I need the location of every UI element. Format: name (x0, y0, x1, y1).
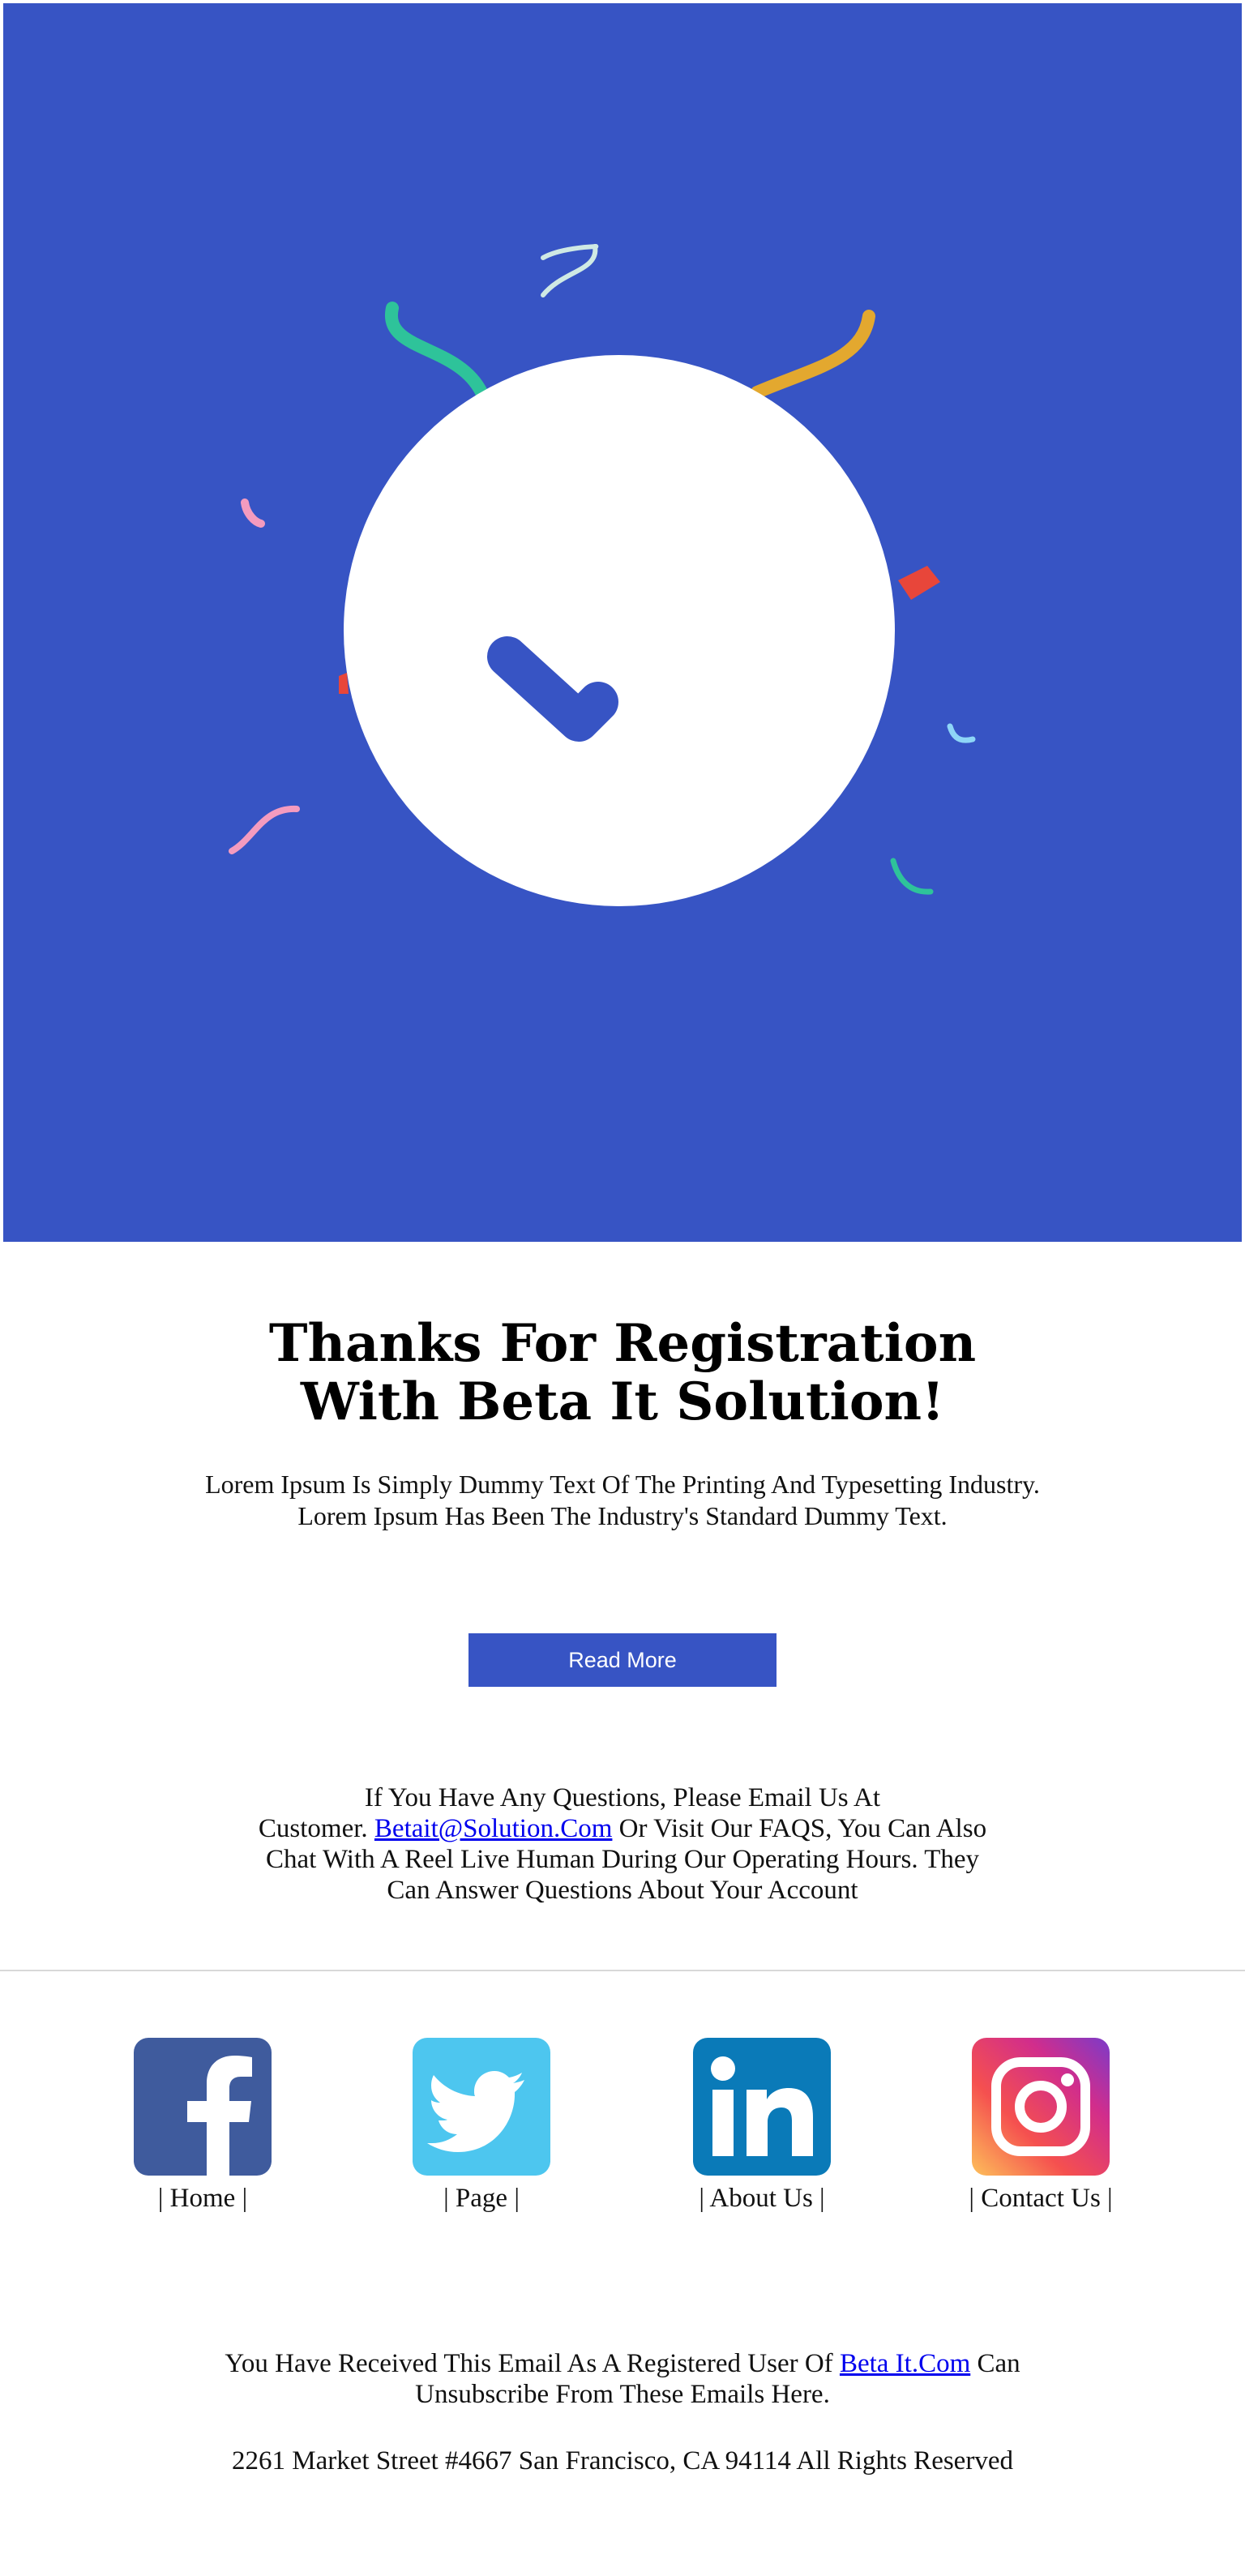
page-title (0, 1315, 1245, 1431)
social-item-page (360, 2038, 603, 2214)
questions-line-2 (217, 1813, 1028, 1844)
footer-note-suffix: Can (970, 2349, 1020, 2378)
facebook-icon[interactable] (134, 2038, 272, 2176)
footer-address: 2261 Market Street #4667 San Francisco, CA 94114 All Rights Reserved (232, 2446, 1013, 2475)
footer-note (136, 2348, 1109, 2410)
section-divider (0, 1970, 1245, 1971)
instagram-icon[interactable] (972, 2038, 1110, 2176)
social-label-about-us[interactable]: | About Us | (699, 2184, 825, 2213)
site-link[interactable]: Beta It.Com (839, 2349, 971, 2378)
linkedin-icon[interactable] (693, 2038, 831, 2176)
title-line-1: Thanks For Registration (268, 1313, 977, 1374)
twitter-icon[interactable] (413, 2038, 550, 2176)
questions-line-4: Can Answer Questions About Your Account (387, 1876, 858, 1905)
title-line-2: With Beta It Solution! (300, 1371, 945, 1432)
questions-line-2-prefix: Customer. (258, 1814, 374, 1843)
footer-note-line-1 (136, 2348, 1109, 2379)
social-item-home (81, 2038, 324, 2214)
social-label-contact-us[interactable]: | Contact Us | (969, 2184, 1113, 2213)
hero-banner (3, 3, 1242, 1242)
social-item-about-us (640, 2038, 883, 2214)
unsubscribe-text[interactable]: Unsubscribe From These Emails Here. (415, 2380, 830, 2409)
intro-text (136, 1469, 1109, 1532)
questions-line-1: If You Have Any Questions, Please Email Us At (364, 1783, 881, 1812)
social-item-contact-us (919, 2038, 1162, 2214)
success-checkmark-icon (3, 3, 1242, 1242)
questions-line-3: Chat With A Reel Live Human During Our Operating Hours. They (265, 1845, 980, 1874)
questions-line-2-suffix: Or Visit Our FAQS, You Can Also (612, 1814, 987, 1843)
social-label-home[interactable]: | Home | (157, 2184, 248, 2213)
intro-line-1: Lorem Ipsum Is Simply Dummy Text Of The Printing And Typesetting Industry. (205, 1470, 1040, 1499)
intro-line-2: Lorem Ipsum Has Been The Industry's Standard Dummy Text. (297, 1501, 948, 1530)
social-label-page[interactable]: | Page | (443, 2184, 520, 2213)
support-email-link[interactable]: Betait@Solution.Com (374, 1814, 613, 1843)
questions-text (217, 1782, 1028, 1906)
read-more-button[interactable]: Read More (468, 1633, 777, 1687)
footer-note-prefix: You Have Received This Email As A Registered User Of (225, 2349, 840, 2378)
